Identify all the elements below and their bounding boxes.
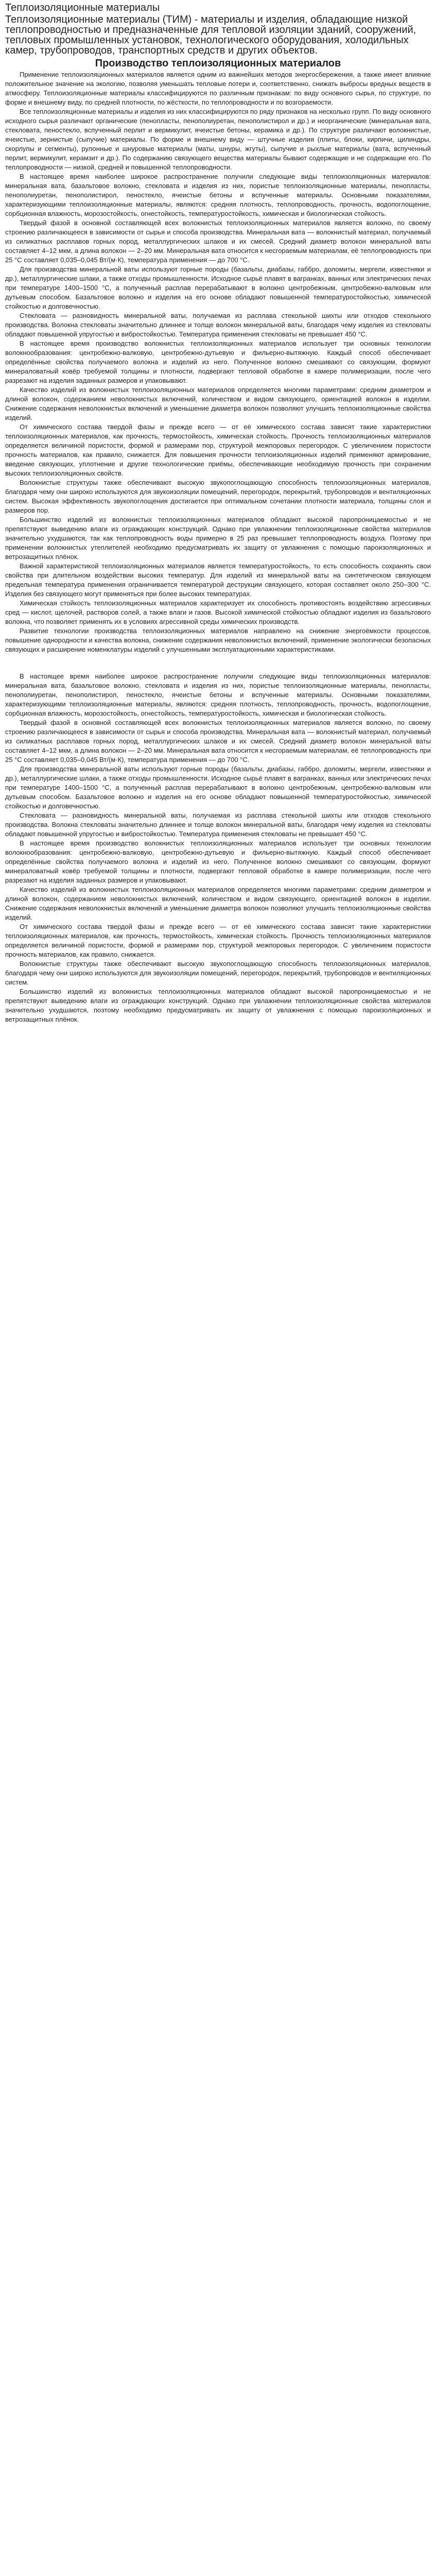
paragraph: Применение теплоизоляционных материалов является одним из важнейших методов энергосбережения, а также имеет влияние положительное значение на экологию, позволяя уменьшать тепловые потери и, соответственно, снижать выбросы вредных веществ в атмосферу. Теплоизоляционные материалы классифицируются по различным признакам: по виду основного сырья, по структуре, по форме и внешнему виду, по средней плотности, по жёсткости, по теплопроводности и по возгораемости.: [5, 71, 431, 106]
paragraph: Твердый фазой в основной составляющей всех волокнистых теплоизоляционных материалов является волокно, по своему строению различающееся в зависимости от сырья и способа производства. Минеральная вата — волокнистый материал, получаемый из силикатных расплавов горных пород, металлургических шлаков и их смесей. Средний диаметр волокон минеральной ваты составляет 4–12 мкм, а длина волокон — 2–20 мм. Минеральная вата относится к несгораемым материалам, её теплопроводность при 25 °С составляет 0,035–0,045 Вт/(м·К), температура применения — до 700 °С.: [5, 719, 431, 764]
page-title: Теплоизоляционные материалы: [5, 2, 160, 13]
block-gap: [5, 654, 431, 672]
paragraph: Все теплоизоляционные материалы и изделия из них классифицируются по ряду признаков на несколько групп. По виду основного исходного сырья различают органические (пенопласты, пенополиуретан, пенополистирол и др.) и неорганические (минеральная вата, стекловата, пеностекло, вспученный перлит и вермикулит, ячеистые бетоны, керамика и др.). По структуре различают волокнистые, ячеистые, зернистые (сыпучие) материалы. По форме и внешнему виду — штучные изделия (плиты, блоки, кирпичи, цилиндры, скорлупы и сегменты), рулонные и шнуровые материалы (маты, шнуры, жгуты), сыпучие и рыхлые материалы (вата, вспученный перлит, вермикулит, керамзит и др.). По содержанию связующего вещества материалы бывают содержащие и не содержащие его. По теплопроводности — низкой, средней и повышенной теплопроводности.: [5, 108, 431, 171]
paragraph: В настоящее время производство волокнистых теплоизоляционных материалов использует три основных технологии волокнообразования: центробежно-валковую, центробежно-дутьевую и фильерно-вытяжную. Каждый способ обеспечивает определённые свойства получаемого волокна и изделий из него. Полученное волокно смешивают со связующим, формуют минераловатный ковёр требуемой толщины и плотности, подвергают тепловой обработке в камере полимеризации, после чего разрезают на изделия заданных размеров и упаковывают.: [5, 839, 431, 884]
paragraph: Для производства минеральной ваты используют горные породы (базальты, диабазы, габбро, доломиты, мергели, известняки и др.), металлургические шлаки, а также отходы промышленности. Исходное сырьё плавят в вагранках, ванных или электрических печах при температуре 1400–1500 °С, а полученный расплав перерабатывают в волокно центробежным, центробежно-валковым или дутьевым способом. Базальтовое волокно и изделия на его основе обладают повышенной температуростойкостью, химической стойкостью и долговечностью.: [5, 265, 431, 310]
article: [0, 0, 436, 1024]
paragraph: Важной характеристикой теплоизоляционных материалов является температуростойкость, то есть способность сохранять свои свойства при длительном воздействии высоких температур. Для изделий из минеральной ваты на синтетическом связующем предельная температура применения ограничивается температурой деструкции связующего, которая составляет около 250–300 °С. Изделия без связующего могут применяться при более высоких температурах.: [5, 562, 431, 598]
paragraph: В настоящее время наиболее широкое распространение получили следующие виды теплоизоляционных материалов: минеральная вата, базальтовое волокно, стекловата и изделия из них, пористые теплоизоляционные материалы, пенопласты, пенополиуретан, пенополистирол, пеностекло, ячеистые бетоны и вспученные материалы. Основными показателями, характеризующими теплоизоляционные материалы, являются: средняя плотность, теплопроводность, прочность, водопоглощение, сорбционная влажность, морозостойкость, огнестойкость, температуростойкость, химическая и биологическая стойкость.: [5, 672, 431, 717]
paragraph: Качество изделий из волокнистых теплоизоляционных материалов определяется многими параметрами: средним диаметром и длиной волокон, содержанием неволокнистых включений, количеством и видом связующего, ориентацией волокон в изделии. Снижение содержания неволокнистых включений и уменьшение диаметра волокон позволяют улучшить теплоизоляционные свойства изделий.: [5, 886, 431, 921]
paragraph: Стекловата — разновидность минеральной ваты, получаемая из расплава стекольной шихты или отходов стекольного производства. Волокна стекловаты значительно длиннее и толще волокон минеральной ваты, благодаря чему изделия из стекловаты обладают повышенной упругостью и вибростойкостью. Температура применения стекловаты не превышает 450 °С.: [5, 312, 431, 338]
paragraph: Для производства минеральной ваты используют горные породы (базальты, диабазы, габбро, доломиты, мергели, известняки и др.), металлургические шлаки, а также отходы промышленности. Исходное сырьё плавят в вагранках, ванных или электрических печах при температуре 1400–1500 °С, а полученный расплав перерабатывают в волокно центробежным, центробежно-валковым или дутьевым способом. Базальтовое волокно и изделия на его основе обладают повышенной температуростойкостью, химической стойкостью и долговечностью.: [5, 765, 431, 810]
paragraph: Развитие технологии производства теплоизоляционных материалов направлено на снижение энергоёмкости процессов, повышение однородности и качества волокна, снижение содержания неволокнистых включений, применение экологически безопасных связующих и расширение номенклатуры изделий с улучшенными эксплуатационными характеристиками.: [5, 627, 431, 653]
section-title: Производство теплоизоляционных материалов: [95, 58, 341, 69]
paragraph: Волокнистые структуры также обеспечивают высокую звукопоглощающую способность теплоизоляционных материалов, благодаря чему они широко используются для звукоизоляции помещений, перегородок, перекрытий, трубопроводов и вентиляционных систем.: [5, 960, 431, 986]
second-text-block: [5, 672, 431, 1024]
paragraph: Большинство изделий из волокнистых теплоизоляционных материалов обладают высокой паропроницаемостью и не препятствуют выведению влаги из ограждающих конструкций. Однако при увлажнении теплоизоляционные свойства материалов значительно ухудшаются, так как теплопроводность воды примерно в 25 раз превышает теплопроводность воздуха. Поэтому при применении волокнистых утеплителей необходимо предусматривать их защиту от увлажнения с помощью пароизоляционных и ветрозащитных плёнок.: [5, 516, 431, 561]
paragraph: Большинство изделий из волокнистых теплоизоляционных материалов обладают высокой паропроницаемостью и не препятствуют выведению влаги из ограждающих конструкций. Однако при увлажнении теплоизоляционные свойства материалов значительно ухудшаются, поэтому необходимо предусматривать их защиту от увлажнения с помощью пароизоляционных и ветрозащитных плёнок.: [5, 988, 431, 1023]
paragraph: От химического состава твердой фазы и прежде всего — от её химического состава зависят такие характеристики теплоизоляционных материалов, как прочность, термостойкость, химическая стойкость. Прочность теплоизоляционных материалов определяется величиной пористости, формой и размерами пор, структурой межпоровых перегородок. С увеличением пористости прочность материалов, как правило, снижается.: [5, 923, 431, 958]
paragraph: Волокнистые структуры также обеспечивают высокую звукопоглощающую способность теплоизоляционных материалов, благодаря чему они широко используются для звукоизоляции помещений, перегородок, перекрытий, трубопроводов и вентиляционных систем. Высокая эффективность звукопоглощения достигается при оптимальном сочетании плотности материала, толщины слоя и размеров пор.: [5, 479, 431, 514]
paragraph: В настоящее время производство волокнистых теплоизоляционных материалов использует три основных технологии волокнообразования: центробежно-валковую, центробежно-дутьевую и фильерно-вытяжную. Каждый способ обеспечивает определённые свойства получаемого волокна и изделий из него. Полученное волокно смешивают со связующим, формуют минераловатный ковёр требуемой толщины и плотности, подвергают тепловой обработке в камере полимеризации, после чего разрезают на изделия заданных размеров и упаковывают.: [5, 340, 431, 384]
paragraph: Стекловата — разновидность минеральной ваты, получаемая из расплава стекольной шихты или отходов стекольного производства. Волокна стекловаты значительно длиннее и толще волокон минеральной ваты, благодаря чему изделия из стекловаты обладают повышенной упругостью и вибростойкостью. Температура применения стекловаты не превышает 450 °С.: [5, 811, 431, 838]
first-text-block: [5, 70, 431, 654]
paragraph: В настоящее время наиболее широкое распространение получили следующие виды теплоизоляционных материалов: минеральная вата, базальтовое волокно, стекловата и изделия из них, пористые теплоизоляционные материалы, пенопласты, пенополиуретан, пенополистирол, пеностекло, ячеистые бетоны и вспученные материалы. Основными показателями, характеризующими теплоизоляционные материалы, являются: средняя плотность, теплопроводность, прочность, водопоглощение, сорбционная влажность, морозостойкость, огнестойкость, температуростойкость, химическая и биологическая стойкость.: [5, 173, 431, 217]
paragraph: Твердый фазой в основной составляющей всех волокнистых теплоизоляционных материалов является волокно, по своему строению различающееся в зависимости от сырья и способа производства. Минеральная вата — волокнистый материал, получаемый из силикатных расплавов горных пород, металлургических шлаков и их смесей. Средний диаметр волокон минеральной ваты составляет 4–12 мкм, а длина волокон — 2–20 мм. Минеральная вата относится к несгораемым материалам, её теплопроводность при 25 °С составляет 0,035–0,045 Вт/(м·К), температура применения — до 700 °С.: [5, 219, 431, 264]
paragraph: От химического состава твердой фазы и прежде всего — от её химического состава зависят такие характеристики теплоизоляционных материалов, как прочность, термостойкость, химическая стойкость. Прочность теплоизоляционных материалов определяется величиной пористости, формой и размерами пор, структурой межпоровых перегородок. С увеличением пористости прочность материалов, как правило, снижается. Для повышения прочности теплоизоляционных изделий применяют армирование, введение связующих, уплотнение и другие технологические приёмы, обеспечивающие необходимую прочность при сохранении высоких теплоизоляционных свойств.: [5, 423, 431, 477]
paragraph: Качество изделий из волокнистых теплоизоляционных материалов определяется многими параметрами: средним диаметром и длиной волокон, содержанием неволокнистых включений, количеством и видом связующего, ориентацией волокон в изделии. Снижение содержания неволокнистых включений и уменьшение диаметра волокон позволяют улучшить теплоизоляционные свойства изделий.: [5, 386, 431, 421]
lead-paragraph: Теплоизоляционные материалы (ТИМ) - материалы и изделия, обладающие низкой теплопроводностью и предназначенные для тепловой изоляции зданий, сооружений, тепловых промышленных установок, технологического оборудования, холодильных камер, трубопроводов, транспортных средств и других объектов.: [5, 14, 416, 56]
paragraph: Химическая стойкость теплоизоляционных материалов характеризует их способность противостоять воздействию агрессивных сред — кислот, щелочей, растворов солей, а также влаги и газов. Высокой химической стойкостью обладают изделия из базальтового волокна, что позволяет применять их в условиях агрессивной среды химических производств.: [5, 599, 431, 625]
